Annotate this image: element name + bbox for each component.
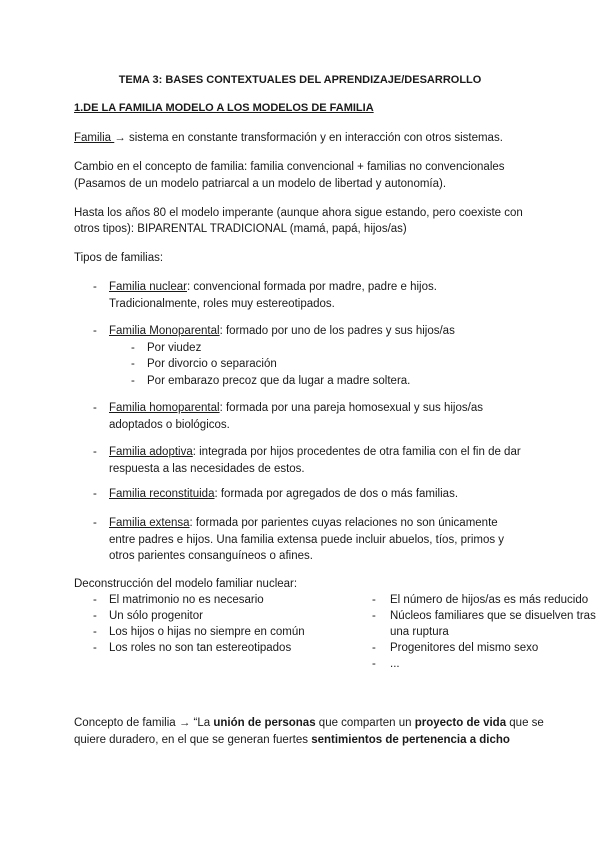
text: : formada por una pareja homosexual y sus hijos/as — [219, 402, 483, 414]
bullet-dash: - — [93, 642, 97, 654]
list-item: entre padres e hijos. Una familia extensa puede incluir abuelos, tíos, primos y — [109, 533, 505, 546]
text: : formada por agregados de dos o más familias. — [214, 488, 459, 500]
sub-list-item: Por viudez — [147, 341, 202, 354]
list-item: Progenitores del mismo sexo — [390, 642, 539, 654]
text: → sistema en constante transformación y en interacción con otros sistemas. — [114, 132, 503, 144]
section-heading: 1.DE LA FAMILIA MODELO A LOS MODELOS DE FAMILIA — [74, 102, 374, 114]
text: quiere duradero, en el que se generan fuertes — [74, 734, 312, 746]
paragraph: Cambio en el concepto de familia: familia convencional + familias no convencionales — [74, 161, 505, 173]
list-label: Deconstrucción del modelo familiar nuclear: — [74, 578, 298, 590]
list-item: adoptados o biológicos. — [109, 418, 230, 431]
family-type-term: Familia Monoparental — [109, 325, 220, 337]
family-type-term: Familia adoptiva — [109, 446, 193, 458]
bullet-dash: - — [372, 594, 376, 606]
bullet-dash: - — [93, 446, 97, 458]
list-item: ... — [390, 658, 400, 670]
family-type-term: Familia extensa — [109, 517, 190, 529]
list-item — [109, 515, 498, 532]
bullet-dash: - — [93, 281, 97, 293]
list-item — [109, 323, 455, 340]
list-item: una ruptura — [390, 626, 449, 638]
bullet-dash: - — [93, 594, 97, 606]
concepto-paragraph — [74, 715, 544, 732]
list-item: Tradicionalmente, roles muy estereotipados. — [109, 297, 335, 310]
family-type-term: Familia nuclear — [109, 281, 187, 293]
paragraph: otros tipos): BIPARENTAL TRADICIONAL (mamá, papá, hijos/as) — [74, 223, 407, 235]
list-item: Los roles no son tan estereotipados — [109, 642, 292, 654]
list-item: El número de hijos/as es más reducido — [390, 594, 589, 606]
text: : integrada por hijos procedentes de otra familia con el fin de dar — [192, 446, 521, 458]
list-item: Un sólo progenitor — [109, 610, 203, 622]
text: : formado por uno de los padres y sus hijos/as — [219, 325, 455, 337]
text: : convencional formada por madre, padre e hijos. — [186, 281, 437, 293]
sub-list-item: Por divorcio o separación — [147, 358, 277, 370]
bold-text: unión de personas — [213, 717, 316, 729]
list-item: otros parientes consanguíneos o afines. — [109, 550, 313, 562]
document-title: TEMA 3: BASES CONTEXTUALES DEL APRENDIZAJE/DESARROLLO — [118, 74, 482, 86]
bullet-dash: - — [372, 642, 376, 654]
paragraph: (Pasamos de un modelo patriarcal a un modelo de libertad y autonomía). — [74, 178, 447, 190]
bullet-dash: - — [93, 626, 97, 638]
bullet-dash: - — [93, 325, 97, 337]
bullet-dash: - — [93, 402, 97, 414]
family-type-term: Familia reconstituida — [109, 488, 215, 500]
list-item — [109, 279, 437, 296]
sub-list-item: Por embarazo precoz que da lugar a madre soltera. — [147, 374, 411, 387]
list-item: Los hijos o hijas no siempre en común — [109, 626, 305, 638]
list-item: El matrimonio no es necesario — [109, 594, 264, 606]
text: que se — [506, 717, 544, 729]
term: Familia — [74, 132, 115, 144]
list-item: respuesta a las necesidades de estos. — [109, 462, 305, 475]
bold-text: sentimientos de pertenencia a dicho — [311, 734, 510, 746]
list-label: Tipos de familias: — [74, 252, 164, 264]
list-item — [109, 400, 483, 417]
text: Concepto de familia → “La — [74, 717, 214, 729]
list-item: Núcleos familiares que se disuelven tras — [390, 610, 596, 622]
bullet-dash: - — [372, 610, 376, 622]
bullet-dash: - — [131, 341, 135, 354]
bullet-dash: - — [93, 610, 97, 622]
bullet-dash: - — [93, 488, 97, 500]
bullet-dash: - — [131, 358, 135, 370]
bullet-dash: - — [93, 517, 97, 529]
list-item — [109, 444, 521, 461]
bullet-dash: - — [131, 374, 135, 387]
bold-text: proyecto de vida — [414, 717, 507, 729]
paragraph: Hasta los años 80 el modelo imperante (aunque ahora sigue estando, pero coexiste con — [74, 207, 523, 219]
concepto-paragraph — [74, 732, 510, 749]
family-type-term: Familia homoparental — [109, 402, 220, 414]
bullet-dash: - — [372, 658, 376, 670]
list-item — [109, 486, 458, 503]
text: : formada por parientes cuyas relaciones no son únicamente — [189, 517, 498, 529]
familia-definition — [74, 130, 503, 147]
text: que comparten un — [315, 717, 415, 729]
